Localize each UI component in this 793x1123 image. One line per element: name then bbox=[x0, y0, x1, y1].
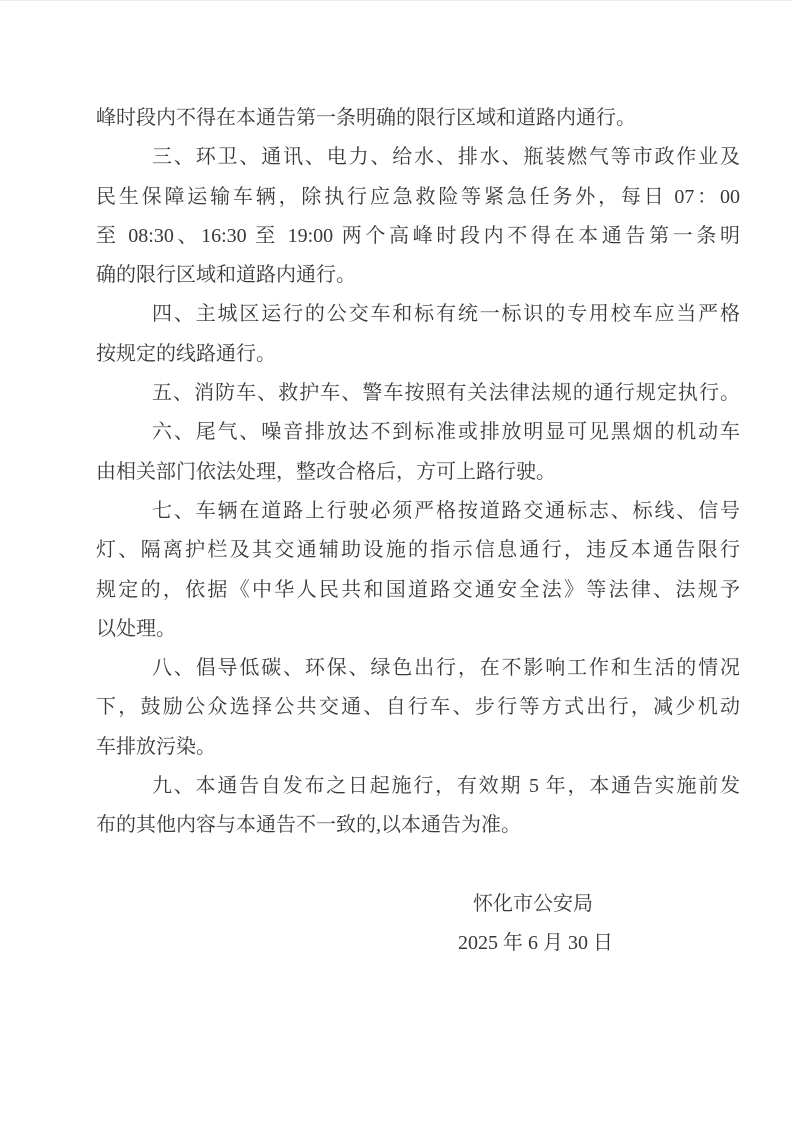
text-line: 按规定的线路通行。 bbox=[96, 342, 276, 365]
text-line: 下，鼓励公众选择公共交通、自行车、步行等方式出行，减少机动 bbox=[96, 696, 740, 719]
text-line: 三、环卫、通讯、电力、给水、排水、瓶装燃气等市政作业及 bbox=[152, 146, 740, 169]
notice-body bbox=[96, 99, 740, 964]
text-line: 由相关部门依法处理，整改合格后，方可上路行驶。 bbox=[96, 460, 556, 483]
text-line: 车排放污染。 bbox=[96, 735, 216, 758]
signature-date: 2025 年 6 月 30 日 bbox=[458, 932, 613, 955]
text-line: 至 08:30、16:30 至 19:00 两个高峰时段内不得在本通告第一条明 bbox=[96, 224, 740, 247]
text-line: 峰时段内不得在本通告第一条明确的限行区域和道路内通行。 bbox=[96, 107, 636, 129]
text-line: 布的其他内容与本通告不一致的,以本通告为准。 bbox=[96, 814, 521, 837]
text-line: 灯、隔离护栏及其交通辅助设施的指示信息通行，违反本通告限行 bbox=[96, 539, 740, 562]
text-line: 五、消防车、救护车、警车按照有关法律法规的通行规定执行。 bbox=[152, 382, 740, 405]
text-line: 八、倡导低碳、环保、绿色出行，在不影响工作和生活的情况 bbox=[152, 657, 740, 680]
blank-line bbox=[96, 846, 740, 885]
signature-issuer: 怀化市公安局 bbox=[473, 892, 593, 915]
text-line: 规定的，依据《中华人民共和国道路交通安全法》等法律、法规予 bbox=[96, 578, 740, 601]
text-line: 九、本通告自发布之日起施行，有效期 5 年，本通告实施前发 bbox=[152, 775, 740, 798]
text-line: 四、主城区运行的公交车和标有统一标识的专用校车应当严格 bbox=[152, 303, 740, 326]
text-line: 确的限行区域和道路内通行。 bbox=[96, 264, 356, 287]
text-line: 七、车辆在道路上行驶必须严格按道路交通标志、标线、信号 bbox=[152, 499, 740, 522]
text-line: 民生保障运输车辆，除执行应急救险等紧急任务外，每日 07：00 bbox=[96, 185, 740, 208]
text-line: 六、尾气、噪音排放达不到标准或排放明显可见黑烟的机动车 bbox=[152, 421, 740, 444]
text-line: 以处理。 bbox=[96, 617, 176, 640]
